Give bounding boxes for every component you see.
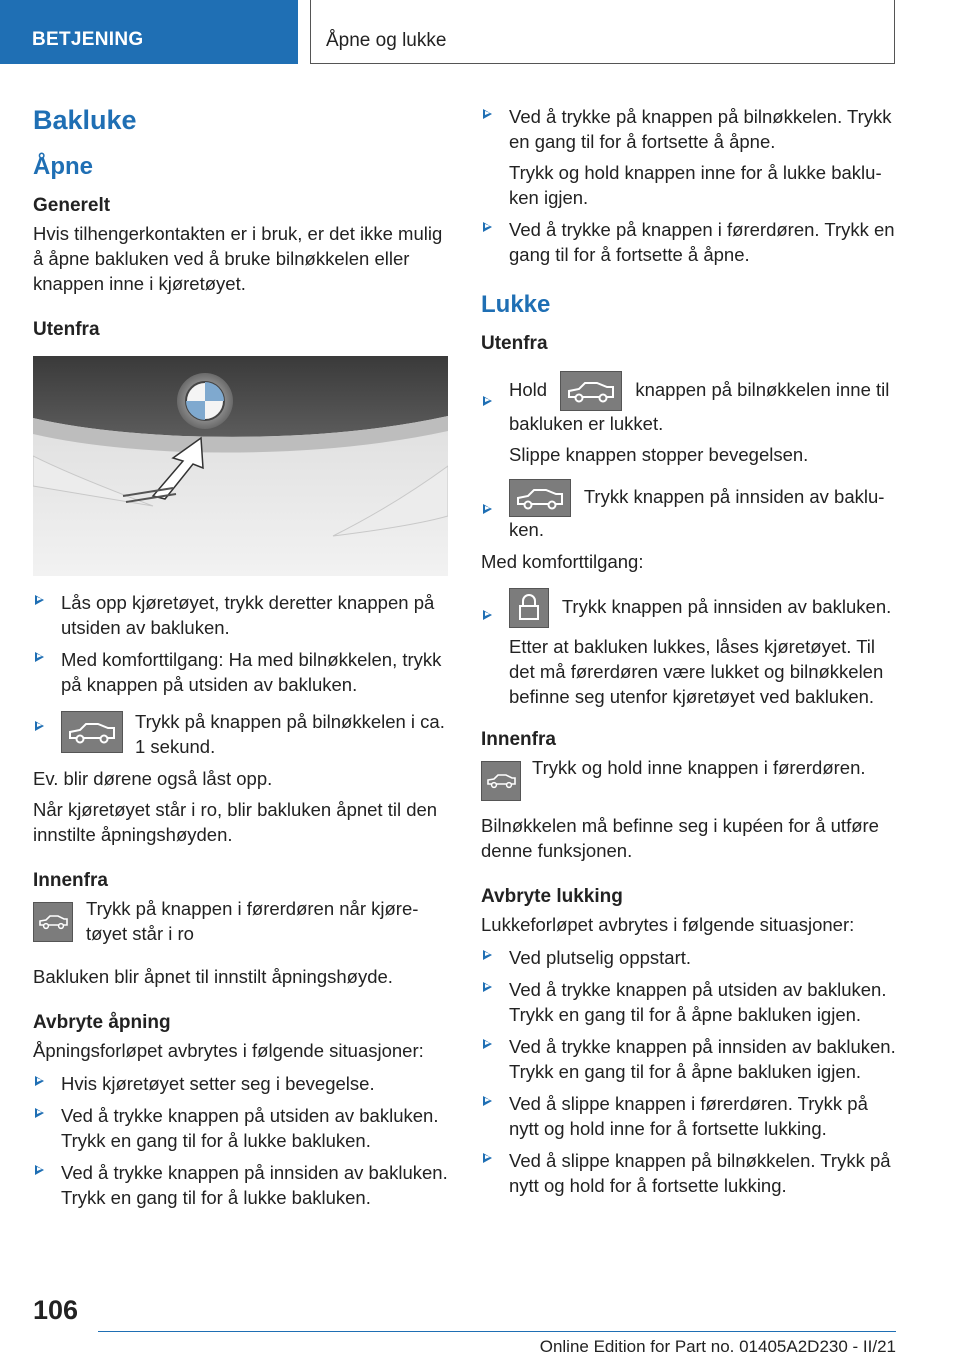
header-chapter-title: Åpne og lukke <box>310 0 895 64</box>
car-trunk-button-icon <box>33 902 73 942</box>
triangle-bullet-icon <box>35 721 44 731</box>
komfort-label: Med komforttilgang: <box>481 551 644 572</box>
list-item: Trykk knappen på innsiden av bakluken. Etter at bakluken lukkes, låses kjøretøyet. Til det må førerdøren være lukket og bilnøkkelen befinne seg utenfor kjøretøyet ved bakluken. <box>481 588 896 709</box>
lukke-innenfra-text: Trykk og hold inne knappen i førerdøren. <box>532 757 866 778</box>
list-item: Ved plutselig oppstart. <box>481 945 896 970</box>
list-item: Ved å trykke knappen på utsiden av bakluken. Trykk en gang til for å åpne bakluken igjen. <box>481 977 896 1027</box>
avbryte-aapning-list <box>33 1071 448 1210</box>
triangle-bullet-icon <box>35 1108 44 1118</box>
header-section-label: BETJENING <box>0 0 298 64</box>
car-trunk-button-icon <box>509 479 571 517</box>
lukke-utenfra-list <box>481 371 896 542</box>
triangle-bullet-icon <box>35 1076 44 1086</box>
innenfra-row <box>33 896 448 946</box>
komfort-list <box>481 588 896 709</box>
triangle-bullet-icon <box>35 1165 44 1175</box>
list-item: Hvis kjøretøyet setter seg i bevegelse. <box>33 1071 448 1096</box>
triangle-bullet-icon <box>483 1153 492 1163</box>
left-column <box>33 96 448 1217</box>
footer-divider <box>98 1331 896 1332</box>
tailgate-button-photo <box>33 356 448 576</box>
triangle-bullet-icon <box>35 595 44 605</box>
list-item: Ved å slippe knappen i førerdøren. Trykk på nytt og hold inne for å fortsette lukking. <box>481 1091 896 1141</box>
naar-text: Når kjøretøyet står i ro, blir bakluken åpnet til den innstilte åpningshøyden. <box>33 799 438 845</box>
lukke-utenfra-heading: Utenfra <box>481 333 548 354</box>
avbryte-aapning-heading: Avbryte åpning <box>33 1012 171 1033</box>
triangle-bullet-icon <box>483 109 492 119</box>
page-number: 106 <box>33 1295 79 1325</box>
lukke-heading: Lukke <box>481 291 551 318</box>
bilnokkel-text: Bilnøkkelen må befinne seg i kupéen for å utføre denne funksjonen. <box>481 815 879 861</box>
footer-edition: Online Edition for Part no. 01405A2D230 - II/21 <box>539 1337 896 1356</box>
page-title: Bakluke <box>33 105 137 135</box>
list-item: Ved å slippe knappen på bilnøkkelen. Trykk på nytt og hold for å fortsette lukking. <box>481 1148 896 1198</box>
car-trunk-button-icon <box>560 371 622 411</box>
list-item: Trykk på knappen på bilnøkkelen i ca. 1 sekund. <box>33 709 448 759</box>
triangle-bullet-icon <box>483 1096 492 1106</box>
triangle-bullet-icon <box>483 396 492 406</box>
car-trunk-button-icon <box>481 761 521 801</box>
list-item: Ved å trykke på knappen på bilnøkkelen. Trykk en gang til for å fortsette å åpne. Trykk og hold knappen inne for å lukke bakluken igjen. <box>481 104 896 210</box>
list-item: Ved å trykke på knappen i førerdøren. Trykk en gang til for å fortsette å åpne. <box>481 217 896 267</box>
innenfra-text: Trykk på knappen i førerdøren når kjøretøyet står i ro <box>86 898 419 944</box>
triangle-bullet-icon <box>483 950 492 960</box>
triangle-bullet-icon <box>483 222 492 232</box>
list-item: Ved å trykke knappen på innsiden av bakluken. Trykk en gang til for å lukke bakluken. <box>33 1160 448 1210</box>
list-item: Med komforttilgang: Ha med bilnøkkelen, trykk på knappen på utsiden av bakluken. <box>33 647 448 697</box>
utenfra-heading: Utenfra <box>33 319 100 340</box>
list-item: Ved å trykke knappen på innsiden av bakluken. Trykk en gang til for å åpne bakluken igjen. <box>481 1034 896 1084</box>
ev-text: Ev. blir dørene også låst opp. <box>33 768 273 789</box>
avbryte-lukking-list <box>481 945 896 1198</box>
triangle-bullet-icon <box>483 1039 492 1049</box>
generelt-heading: Generelt <box>33 195 111 216</box>
avbryte-aapning-intro: Åpningsforløpet avbrytes i følgende situasjoner: <box>33 1040 424 1061</box>
list-item: Hold knappen på bilnøkkelen inne til bakluken er lukket. Slippe knappen stopper bevegelsen. <box>481 371 896 467</box>
lock-button-icon <box>509 588 549 628</box>
generelt-text: Hvis tilhengerkontakten er i bruk, er det ikke mulig å åpne bakluken ved å bruke bilnøkkelen eller knappen inne i kjøretøyet. <box>33 223 443 294</box>
utenfra-list <box>33 590 448 759</box>
triangle-bullet-icon <box>483 504 492 514</box>
triangle-bullet-icon <box>35 652 44 662</box>
lukke-innenfra-heading: Innenfra <box>481 729 556 750</box>
car-trunk-button-icon <box>61 711 123 753</box>
list-item: Lås opp kjøretøyet, trykk deretter knappen på utsiden av bakluken. <box>33 590 448 640</box>
right-column <box>481 104 896 1205</box>
triangle-bullet-icon <box>483 982 492 992</box>
avbryte-lukking-intro: Lukkeforløpet avbrytes i følgende situasjoner: <box>481 914 855 935</box>
bakluken-text: Bakluken blir åpnet til innstilt åpningshøyde. <box>33 966 393 987</box>
lukke-innenfra-row <box>481 755 896 801</box>
triangle-bullet-icon <box>483 610 492 620</box>
aapne-list-continued <box>481 104 896 267</box>
list-item: Ved å trykke knappen på utsiden av bakluken. Trykk en gang til for å lukke bakluken. <box>33 1103 448 1153</box>
avbryte-lukking-heading: Avbryte lukking <box>481 886 623 907</box>
innenfra-heading: Innenfra <box>33 870 108 891</box>
list-item: Trykk knappen på innsiden av bakluken. <box>481 479 896 542</box>
open-heading: Åpne <box>33 153 93 180</box>
